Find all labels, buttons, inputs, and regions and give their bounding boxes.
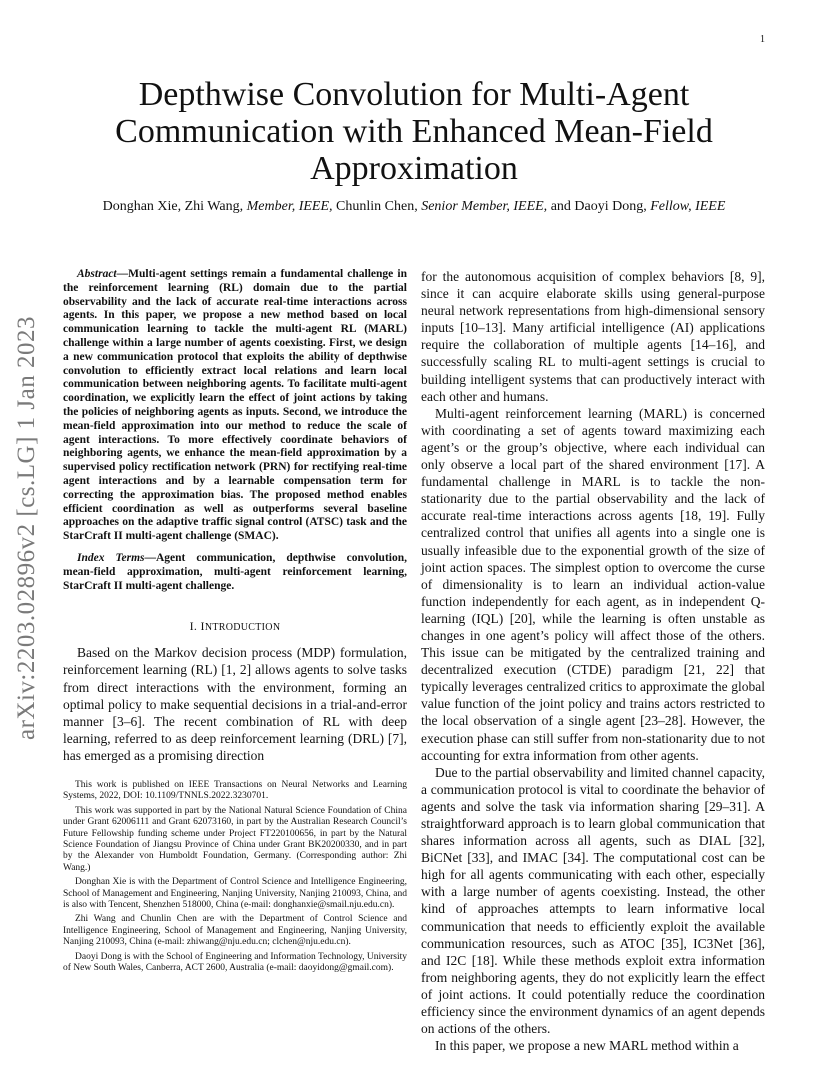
right-column <box>421 268 765 1054</box>
abstract-label: Abstract <box>77 268 117 280</box>
author-names-3: and Daoyi Dong, <box>547 199 651 214</box>
index-terms <box>63 552 407 593</box>
author-role-1: Member, IEEE, <box>246 199 333 214</box>
author-names-2: Chunlin Chen, <box>332 199 422 214</box>
index-terms-text: —Agent communication, depthwise convolution, mean-field approximation, multi-agent reinforcement learning, StarCraft II multi-agent challenge. <box>63 551 407 592</box>
intro-paragraph-2: Multi-agent reinforcement learning (MARL) is concerned with coordinating a set of agents toward maximizing each agent’s or the group’s objective, where each individual can only observe a local part of the shared environment [17]. A fundamental challenge in MARL is to tackle the non-stationarity due to the partial observability and the lack of accurate real-time interactions across agents [18, 19]. Fully centralized control that unifies all agents into a single one is usually infeasible due to the exponential growth of the size of joint action spaces. The simplest option to overcome the curse of dimensionality is to learn an individual action-value function independently for each agent, as in independent Q-learning (IQL) [20], while the learning is often unstable as changes in one agent’s policy will affect those of the others. This issue can be mitigated by the centralized training and decentralized execution (CTDE) paradigm [21, 22] that typically leverages centralized critics to approximate the global value function of the joint policy and trains actors restricted to the local observation of a single agent [23–28]. However, the execution phase can still suffer from non-stationarity due to not accounting for extra information from other agents. <box>421 405 765 763</box>
intro-paragraph-4: In this paper, we propose a new MARL method within a <box>435 1038 739 1054</box>
intro-paragraph-left: Based on the Markov decision process (MDP) formulation, reinforcement learning (RL) [1, 2] allows agents to solve tasks from direct interactions with the environment, forming an optimal policy to make sequential decisions in a trial-and-error manner [3–6]. The recent combination of RL with deep learning, referred to as deep reinforcement learning (DRL) [7], has emerged as a promising direction <box>63 645 407 763</box>
author-role-2: Senior Member, IEEE, <box>421 199 548 214</box>
abstract-text: —Multi-agent settings remain a fundamental challenge in the reinforcement learning (RL) domain due to the partial observability and the lack of accurate real-time interactions across agents. In this paper, we propose a new method based on local communication learning to tackle the multi-agent RL (MARL) challenge within a large number of agents coexisting. First, we design a new communication protocol that exploits the ability of depthwise convolution to efficiently extract local relations and learn local communication between neighboring agents. To facilitate multi-agent coordination, we explicitly learn the effect of joint actions by taking the policies of neighboring agents as inputs. Second, we introduce the mean-field approximation into our method to reduce the scale of agent interactions. To more effectively coordinate behaviors of neighboring agents, we enhance the mean-field approximation by a supervised policy rectification network (PRN) for rectifying real-time agent interactions and by a learnable compensation term for correcting the approximation bias. The proposed method enables efficient coordination as well as outperforms several baseline approaches on the adaptive traffic signal control (ATSC) task and the StarCraft II multi-agent challenge (SMAC). <box>63 268 407 543</box>
footnote-publication: This work is published on IEEE Transactions on Neural Networks and Learning Systems, 2022, DOI: 10.1109/TNNLS.2022.3230701. <box>63 780 407 802</box>
paper-title: Depthwise Convolution for Multi-Agent Communication with Enhanced Mean-Field Approximation <box>115 76 713 187</box>
footnotes <box>63 780 407 978</box>
footnote-affiliation-dong: Daoyi Dong is with the School of Engineering and Information Technology, University of New South Wales, Canberra, ACT 2600, Australia (e-mail: daoyidong@gmail.com). <box>63 951 407 974</box>
intro-paragraph-1: for the autonomous acquisition of complex behaviors [8, 9], since it can acquire elaborate skills using general-purpose neural network representations from high-dimensional sensory inputs [10–13]. Many artificial intelligence (AI) applications require the collaboration of multiple agents [14–16], and successfully scaling RL to multi-agent settings is crucial to building intelligent systems that can productively interact with each other and humans. <box>421 269 765 404</box>
abstract <box>63 268 407 544</box>
footnote-affiliation-xie: Donghan Xie is with the Department of Control Science and Intelligence Engineering, School of Management and Engineering, Nanjing University, Nanjing 210093, China, and is also with Tencent, Shenzhen 518000, China (e-mail: donghanxie@smail.nju.edu.cn). <box>63 877 407 911</box>
author-names-1: Donghan Xie, Zhi Wang, <box>102 199 247 214</box>
left-column <box>63 268 407 764</box>
page-number: 1 <box>760 34 765 45</box>
author-list <box>50 199 778 215</box>
index-terms-label: Index Terms <box>77 551 145 564</box>
intro-paragraph-3: Due to the partial observability and limited channel capacity, a communication protocol is vital to coordinate the behavior of agents and solve the task via information sharing [29–31]. A straightforward approach is to learn global communication that shares information across all agents, such as DIAL [32], BiCNet [33], and IMAC [34]. The computational cost can be high for all agents communicating with each other, especially with a large number of agents coexisting. Instead, the other kind of approaches attempts to learn informative local communication that needs to efficiently exploit the available communication resources, such as ATOC [35], IC3Net [36], and I2C [18]. While these methods exploit extra information from neighboring agents, they do not explicitly learn the effect of joint actions. It could potentially reduce the coordination efficiency since the environment dynamics of an agent depends on actions of the others. <box>421 764 765 1037</box>
footnote-funding: This work was supported in part by the National Natural Science Foundation of China under Grant 62006111 and Grant 62073160, in part by the Australian Research Council’s Future Fellowship funding scheme under Project FT220100656, in part by the Natural Science Foundation of Jiangsu Province of China under Grant BK20200330, and in part by the Alexander von Humboldt Foundation, Germany. (Corresponding author: Zhi Wang.) <box>63 805 407 873</box>
section-heading-introduction: I. INTRODUCTION <box>189 619 281 634</box>
footnote-affiliation-wang-chen: Zhi Wang and Chunlin Chen are with the Department of Control Science and Intelligence Engineering, School of Management and Engineering, Nanjing University, Nanjing 210093, China (e-mail: zhiwang@nju.edu.cn; clchen@nju.edu.cn). <box>63 914 407 948</box>
arxiv-stamp <box>12 298 42 758</box>
author-role-3: Fellow, IEEE <box>650 199 726 214</box>
arxiv-stamp-text: arXiv:2203.02896v2 [cs.LG] 1 Jan 2023 <box>13 316 40 740</box>
